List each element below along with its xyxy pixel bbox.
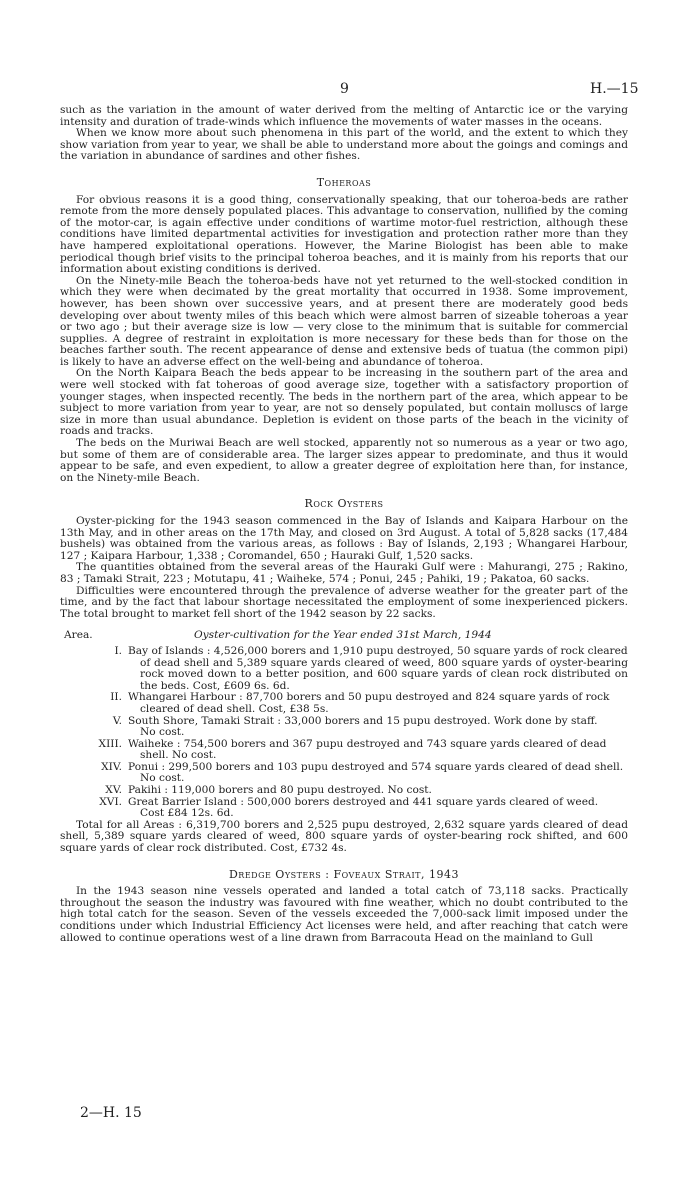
entry-continuation: Cost £84 12s. 6d. <box>140 807 234 820</box>
rock-oysters-paragraph-2: The quantities obtained from the several areas of the Hauraki Gulf were : Mahurangi, 275 ; Rakino, 83 ; Tamaki Strait, 223 ; Motutapu, 41 ; Waiheke, 574 ; Ponui, 245 ; Pahiki, 19 ; Pakatoa, 60 sacks. <box>60 561 628 585</box>
rock-oysters-paragraph-1: Oyster-picking for the 1943 season commenced in the Bay of Islands and Kaipara Harbour on the 13th May, and in other areas on the 17th May, and closed on 3rd August. A total of 5,828 sacks (17,484 bushels) was obtained from the various areas, as follows : Bay of Islands, 2,193 ; Whangarei Harbour, 127 ; Kaipara Harbour, 1,338 ; Coromandel, 650 ; Hauraki Gulf, 1,520 sacks. <box>60 515 628 562</box>
entry-text: Pakihi : 119,000 borers and 80 pupu destroyed. No cost. <box>128 784 432 797</box>
entry-number: XIV. <box>101 760 122 773</box>
page-number: 9 <box>340 81 349 97</box>
page-header <box>0 81 700 100</box>
cultivation-entry <box>60 692 628 715</box>
toheroas-paragraph-4: The beds on the Muriwai Beach are well stocked, apparently not so numerous as a year or two ago, but some of them are of considerable area. The larger sizes appear to predominate, and thus it would appear to be safe, and even expedient, to allow a greater degree of exploitation here than, for instance, on the Ninety-mile Beach. <box>60 437 628 484</box>
entry-text: Bay of Islands : 4,526,000 borers and 1,910 pupu destroyed, 50 square yards of rock cleared <box>128 644 628 657</box>
entry-text: Great Barrier Island : 500,000 borers destroyed and 441 square yards cleared of weed. <box>128 795 599 808</box>
cultivation-entry <box>60 762 628 785</box>
intro-paragraph-1: such as the variation in the amount of water derived from the melting of Antarctic ice or the varying intensity and duration of trade-winds which influence the movements of water masses in the oceans. <box>60 104 628 128</box>
entry-continuation: of dead shell and 5,389 square yards cleared of weed, 800 square yards of oyster-bearing rock moved down to a better position, and 600 square yards of clean rock distributed on the beds. Cost, £609 6s. 6d. <box>140 656 628 692</box>
entry-number: V. <box>112 714 122 727</box>
area-column-label: Area. <box>64 629 93 642</box>
cultivation-entry <box>60 646 628 692</box>
cultivation-entry <box>60 797 628 820</box>
entry-continuation: shell. No cost. <box>140 749 217 762</box>
entry-number: II. <box>110 691 122 704</box>
cultivation-entry <box>60 739 628 762</box>
toheroas-paragraph-2: On the Ninety-mile Beach the toheroa-beds have not yet returned to the well-stocked condition in which they were when decimated by the great mortality that occurred in 1938. Some improvement, however, has been shown over successive years, and at present there are moderately good beds developing over about twenty miles of this beach which were almost barren of sizeable toheroas a year or two ago ; but their average size is low — very close to the minimum that is suitable for commercial supplies. A degree of restraint in exploitation is more necessary for these beds than for those on the beaches farther south. The recent appearance of dense and extensive beds of tuatua (the common pipi) is likely to have an adverse effect on the well-being and abundance of toheroa. <box>60 274 628 368</box>
entry-continuation: No cost. <box>140 772 185 785</box>
entry-number: XV. <box>105 784 122 797</box>
entry-text: Ponui : 299,500 borers and 103 pupu destroyed and 574 square yards cleared of dead shell. <box>128 760 624 773</box>
intro-paragraph-2: When we know more about such phenomena in this part of the world, and the extent to which they show variation from year to year, we shall be able to understand more about the goings and comings and the variation in abundance of sardines and other fishes. <box>60 127 628 163</box>
cultivation-list <box>60 646 628 820</box>
entry-continuation: cleared of dead shell. Cost, £38 5s. <box>140 702 329 715</box>
toheroas-heading: Toheroas <box>316 175 372 189</box>
rock-oysters-heading: Rock Oysters <box>304 497 384 511</box>
rock-oysters-paragraph-3: Difficulties were encountered through the prevalence of adverse weather for the greater part of the time, and by the fact that labour shortage necessitated the employment of some inexperienced pickers. The total brought to market fell short of the 1942 season by 22 sacks. <box>60 584 628 620</box>
entry-number: XVI. <box>99 795 122 808</box>
toheroas-paragraph-1: For obvious reasons it is a good thing, conservationally speaking, that our toheroa-beds are rather remote from the more densely populated places. This advantage to conservation, nullified by the coming of the motor-car, is again effective under conditions of wartime motor-fuel restriction, although these conditions have limited departmental activities for investigation and protection rather more than they have hampered exploitational operations. However, the Marine Biologist has been able to make periodical though brief visits to the principal toheroa beaches, and it is mainly from his reports that our information about existing conditions is derived. <box>60 193 628 276</box>
entry-continuation: No cost. <box>140 726 185 739</box>
page-footer-signature: 2—H. 15 <box>80 1105 142 1121</box>
entry-text: Whangarei Harbour : 87,700 borers and 50 pupu destroyed and 824 square yards of rock <box>128 691 610 704</box>
entry-number: I. <box>114 644 122 657</box>
cultivation-title: Oyster-cultivation for the Year ended 31st March, 1944 <box>194 629 492 642</box>
entry-number: XIII. <box>98 737 122 750</box>
entry-text: Waiheke : 754,500 borers and 367 pupu destroyed and 743 square yards cleared of dead <box>128 737 607 750</box>
document-reference: H.—15 <box>590 81 639 97</box>
dredge-oysters-heading: Dredge Oysters : Foveaux Strait, 1943 <box>228 867 460 881</box>
cultivation-total: Total for all Areas : 6,319,700 borers and 2,525 pupu destroyed, 2,632 square yards cleared of dead shell, 5,389 square yards cleared of weed, 800 square yards of oyster-bearing rock shifted, and 600 square yards of clear rock distributed. Cost, £732 4s. <box>60 818 628 855</box>
cultivation-entry <box>60 716 628 739</box>
toheroas-paragraph-3: On the North Kaipara Beach the beds appear to be increasing in the southern part of the area and were well stocked with fat toheroas of good average size, together with a satisfactory proportion of younger stages, when inspected recently. The beds in the northern part of the area, which appear to be subject to more variation from year to year, are not so densely populated, but contain molluscs of large size in more than usual abundance. Depletion is evident on those parts of the beach in the vicinity of roads and tracks. <box>60 367 628 438</box>
entry-text: South Shore, Tamaki Strait : 33,000 borers and 15 pupu destroyed. Work done by staff. <box>128 714 598 727</box>
page-body <box>60 105 628 944</box>
cultivation-table-title <box>60 630 628 642</box>
dredge-oysters-paragraph-1: In the 1943 season nine vessels operated and landed a total catch of 73,118 sacks. Practically throughout the season the industry was favoured with fine weather, which no doubt contributed to the high total catch for the season. Seven of the vessels exceeded the 7,000-sack limit imposed under the conditions under which Industrial Efficiency Act licenses were held, and after reaching that catch were allowed to continue operations west of a line drawn from Barracouta Head on the mainland to Gull <box>60 885 628 944</box>
